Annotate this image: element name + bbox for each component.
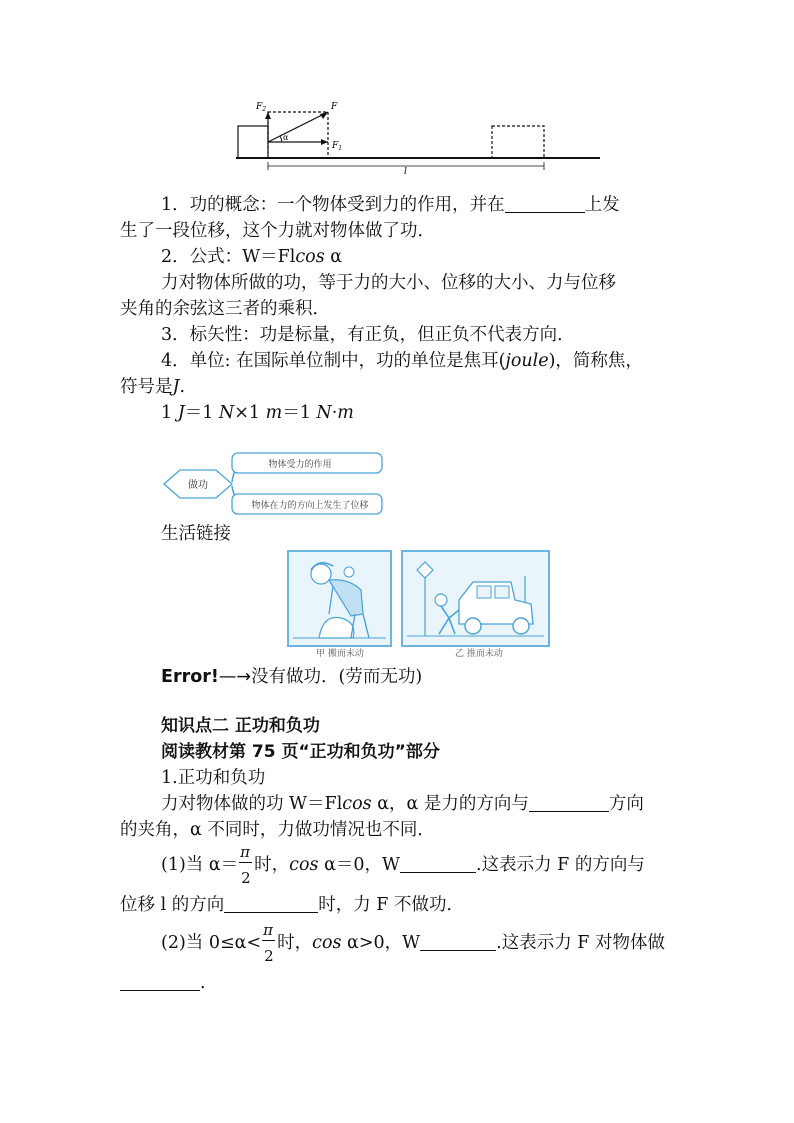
answer-blank[interactable]: [420, 932, 496, 951]
concept-line-1: 1．功的概念：一个物体受到力的作用，并在 上发: [161, 195, 620, 215]
answer-blank[interactable]: [400, 854, 476, 873]
boy-pushing-car-image: [403, 552, 548, 645]
formula-explanation-2: 夹角的余弦这三者的乘积．: [120, 299, 330, 319]
error-line: Error!—→没有做功．(劳而无功): [161, 667, 423, 687]
formula-explanation-1: 力对物体所做的功，等于力的大小、位移的大小、力与位移: [161, 273, 616, 293]
section-line-2: 力对物体做的功 W＝Flcos α，α 是力的方向与 方向: [161, 794, 644, 814]
cartoon-push: [401, 550, 550, 647]
section-case-1: (1)当 α＝ $\frac{\pi}{2}$ 时，cos α＝0，W .这表示力 F 的方向与: [161, 842, 645, 887]
section-heading: 知识点二 正功和负功: [161, 716, 320, 736]
answer-blank[interactable]: [224, 894, 318, 913]
section-subheading: 阅读教材第 75 页“正功和负功”部分: [161, 742, 440, 762]
formula-line: 2．公式：W＝Flcos α: [161, 247, 343, 267]
fraction-pi-over-2: $\frac{\pi}{2}$: [263, 920, 274, 965]
diagram-center-label: 做功: [188, 480, 208, 491]
unit-line-2: 符号是J.: [120, 377, 186, 397]
section-case-1-cont: 位移 l 的方向 时，力 F 不做功．: [120, 895, 465, 915]
answer-blank[interactable]: [505, 194, 585, 213]
unit-equation: 1 J＝1 N×1 m＝1 N·m: [161, 403, 354, 423]
unit-line-1: 4．单位: 在国际单位制中，功的单位是焦耳(joule)，简称焦，: [161, 351, 643, 371]
diagram-top-label: 物体受力的作用: [268, 460, 332, 470]
label-l: l: [404, 167, 407, 176]
section-case-2-cont: .: [120, 971, 680, 995]
section-line-3: 的夹角，α 不同时，力做功情况也不同．: [120, 820, 435, 840]
answer-blank[interactable]: [529, 793, 609, 812]
work-concept-diagram: [160, 448, 386, 520]
life-link-heading: 生活链接: [161, 524, 231, 544]
fraction-pi-over-2: $\frac{\pi}{2}$: [240, 842, 251, 887]
cartoon-push-caption: 乙 推而未动: [455, 649, 503, 659]
long-arrow-icon: —→: [218, 667, 252, 687]
cartoon-lift-caption: 甲 搬而未动: [316, 649, 364, 659]
section-case-2: (2)当 0≤α< $\frac{\pi}{2}$ 时，cos α>0，W .这表示力 F 对物体做: [161, 920, 665, 965]
woman-lifting-rock-image: [289, 552, 390, 645]
section-item-1: 1.正功和负功: [161, 768, 266, 788]
label-f2: $F_2$: [256, 102, 267, 113]
label-f1: $F_1$: [332, 141, 343, 152]
label-f: F: [331, 102, 338, 112]
cartoon-lift: [287, 550, 392, 647]
scalar-line: 3．标矢性：功是标量，有正负，但正负不代表方向．: [161, 325, 575, 345]
label-alpha: α: [283, 133, 289, 142]
diagram-bottom-label: 物体在力的方向上发生了位移: [251, 501, 369, 511]
concept-line-2: 生了一段位移，这个力就对物体做了功．: [120, 221, 435, 241]
force-diagram: [230, 96, 610, 176]
answer-blank[interactable]: [120, 972, 200, 991]
